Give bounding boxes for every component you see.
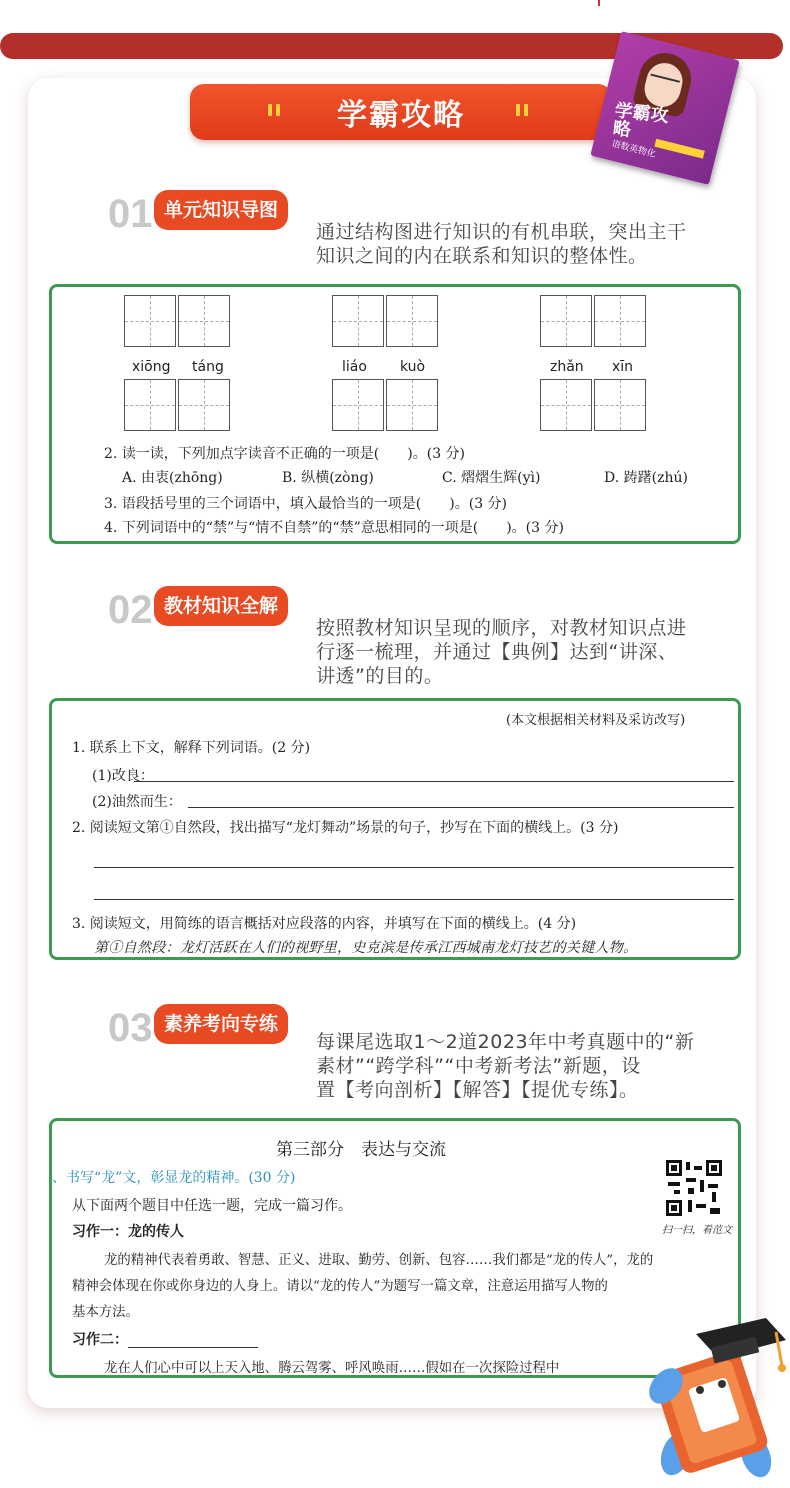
writing-intro: 从下面两个题目中任选一题，完成一篇习作。 (72, 1198, 352, 1214)
section-desc-line: 通过结构图进行知识的有机串联，突出主干 (316, 221, 687, 243)
question-1a: (1)改良： (92, 768, 154, 784)
pinyin: zhǎn (550, 359, 584, 375)
section-tag-02: 教材知识全解 (154, 586, 288, 626)
question-2: 2. 读一读，下列加点字读音不正确的一项是( )。(3 分) (104, 446, 466, 462)
writing-grid-cell (332, 379, 384, 431)
question-3: 3. 语段括号里的三个词语中，填入最恰当的一项是( )。(3 分) (104, 496, 508, 512)
section-desc-line: 按照教材知识呈现的顺序，对教材知识点进 (316, 617, 687, 639)
sample-box-02 (49, 698, 741, 960)
section-desc-02 (316, 616, 740, 688)
question-4: 4. 下列词语中的“禁”与“情不自禁”的“禁”意思相同的一项是( )。(3 分) (104, 520, 564, 536)
section-desc-line: 讲透”的目的。 (316, 665, 444, 687)
title-blank-line (128, 1347, 258, 1348)
section-tag-03: 素养考向专练 (154, 1004, 288, 1044)
pinyin: kuò (400, 359, 426, 375)
top-mark (598, 0, 600, 6)
writing-grid-cell (332, 295, 384, 347)
quote-mark-right-icon (516, 104, 534, 118)
writing-grid-cell (594, 295, 646, 347)
sample-box-01 (49, 284, 741, 544)
section-desc-01 (316, 220, 740, 268)
writing-task: 、书写“龙”文，彰显龙的精神。(30 分) (52, 1170, 296, 1186)
section-number-03: 03 (108, 1006, 153, 1050)
part-heading: 第三部分 表达与交流 (276, 1140, 446, 1160)
quote-mark-left-icon (268, 104, 286, 118)
answer-line (94, 867, 734, 868)
writing-grid-cell (386, 379, 438, 431)
book-tag: 语数英物化 (610, 139, 657, 160)
section-number-01: 01 (108, 192, 153, 236)
book-strip (654, 139, 704, 159)
section-desc-03 (316, 1030, 740, 1102)
question-3: 3. 阅读短文，用简练的语言概括对应段落的内容，并填写在下面的横线上。(4 分) (72, 916, 577, 932)
section-desc-line: 知识之间的内在联系和知识的整体性。 (316, 245, 648, 267)
question-1: 1. 联系上下文，解释下列词语。(2 分) (72, 740, 311, 756)
essay-1-text: 基本方法。 (72, 1305, 139, 1320)
section-desc-line: 行逐一梳理，并通过【典例】达到“讲深、 (316, 641, 678, 663)
section-desc-line: 素材”“跨学科”“中考新考法”新题，设 (316, 1055, 641, 1077)
option-a: A. 由衷(zhōng) (122, 470, 223, 486)
option-d: D. 踌躇(zhú) (604, 470, 688, 486)
writing-grid-cell (178, 379, 230, 431)
pinyin: xiōng (132, 359, 171, 375)
writing-grid-cell (540, 295, 592, 347)
essay-1-title: 习作一：龙的传人 (72, 1224, 184, 1240)
answer-line (134, 781, 734, 782)
writing-grid-cell (386, 295, 438, 347)
pinyin: liáo (342, 359, 367, 375)
option-c: C. 熠熠生辉(yì) (442, 470, 541, 486)
book-title: 学霸攻略 (611, 100, 670, 141)
answer-line (188, 807, 734, 808)
question-1b: (2)油然而生： (92, 794, 182, 810)
section-tag-01: 单元知识导图 (154, 190, 288, 230)
essay-1-text: 精神会体现在你或你身边的人身上。请以“龙的传人”为题写一篇文章，注意运用描写人物的 (72, 1279, 608, 1294)
qr-code-icon[interactable] (666, 1160, 722, 1216)
mascot-book-icon (636, 1306, 786, 1482)
writing-grid-cell (540, 379, 592, 431)
essay-2-text: 龙在人们心中可以上天入地、腾云驾雾、呼风唤雨……假如在一次探险过程中 (104, 1361, 560, 1376)
question-2: 2. 阅读短文第①自然段，找出描写“龙灯舞动”场景的句子，抄写在下面的横线上。(3 分) (72, 820, 619, 836)
writing-grid-cell (124, 379, 176, 431)
qr-caption: 扫一扫，看范文 (662, 1225, 732, 1236)
writing-grid-cell (124, 295, 176, 347)
answer-line (94, 899, 734, 900)
essay-1-text: 龙的精神代表着勇敢、智慧、正义、进取、勤劳、创新、包容……我们都是“龙的传人”，龙的 (104, 1253, 654, 1268)
section-desc-line: 置【考向剖析】【解答】【提优专练】。 (316, 1079, 639, 1101)
section-desc-line: 每课尾选取1～2道2023年中考真题中的“新 (316, 1031, 695, 1053)
banner (190, 84, 612, 140)
pinyin: xīn (612, 359, 634, 375)
pinyin: táng (192, 359, 224, 375)
answer-text: 第①自然段：龙灯活跃在人们的视野里，史克滨是传承江西城南龙灯技艺的关键人物。 (94, 940, 638, 956)
writing-grid-cell (594, 379, 646, 431)
option-b: B. 纵横(zòng) (282, 470, 374, 486)
source-note: (本文根据相关材料及采访改写) (506, 713, 686, 728)
writing-grid-cell (178, 295, 230, 347)
banner-title: 学霸攻略 (337, 98, 465, 133)
section-number-02: 02 (108, 588, 153, 632)
essay-2-title: 习作二： (72, 1332, 128, 1348)
